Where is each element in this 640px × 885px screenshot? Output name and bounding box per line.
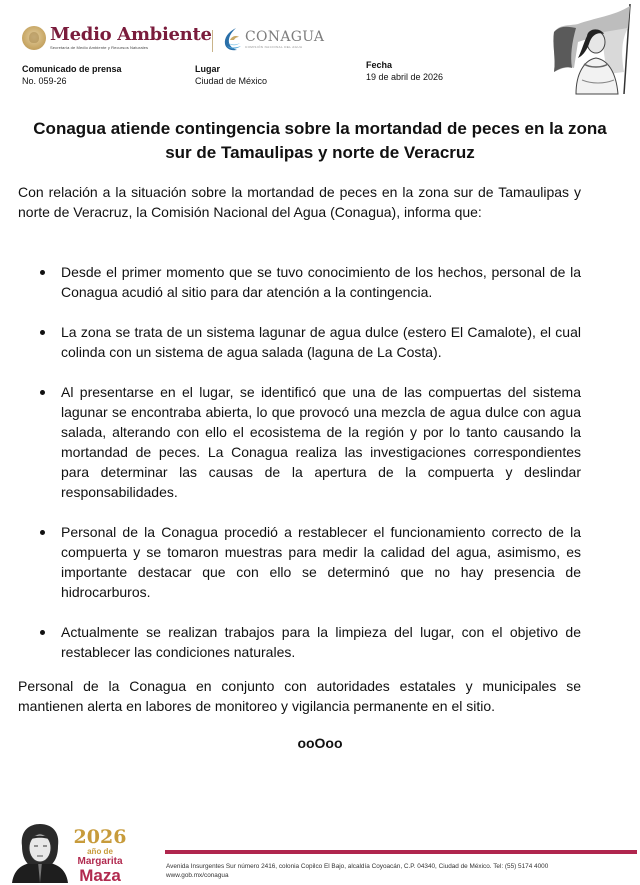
press-release-title: Conagua atiende contingencia sobre la mortandad de peces en la zona sur de Tamaulipas y norte de Veracruz <box>33 119 607 162</box>
bullet-item <box>18 622 581 662</box>
comunicado-number: No. 059-26 <box>22 76 67 86</box>
footer-divider <box>165 850 637 854</box>
footer-website-link[interactable]: www.gob.mx/conagua <box>166 872 229 879</box>
conagua-logo <box>222 26 324 52</box>
semarnat-logo-subtitle: Secretaría de Medio Ambiente y Recursos Naturales <box>50 45 149 50</box>
bullet-text: Al presentarse en el lugar, se identificó que una de las compuertas del sistema lagunar se encontraba abierta, lo que provocó una mezcla de agua dulce con agua salada, alterando con ello el ecosistema de la región y por lo tanto causando la mortandad de peces. La Conagua realiza las investigaciones correspondientes para determinar las causas de la apertura de la compuerta y deslindar responsabilidades. <box>61 384 581 500</box>
bullet-item <box>18 322 581 362</box>
conagua-mark-icon <box>222 26 242 52</box>
bullet-item <box>18 262 581 302</box>
bullet-text: Desde el primer momento que se tuvo conocimiento de los hechos, personal de la Conagua acudió al sitio para dar atención a la contingencia. <box>61 264 581 300</box>
margarita-maza-portrait <box>8 822 72 883</box>
fecha-label: Fecha <box>366 60 393 70</box>
bullet-item <box>18 522 581 602</box>
national-seal-icon <box>22 26 46 50</box>
bullet-icon <box>40 330 45 335</box>
comunicado-label: Comunicado de prensa <box>22 64 122 74</box>
woman-with-flag-illustration <box>548 2 636 96</box>
conagua-logo-title: CONAGUA <box>245 28 325 45</box>
semarnat-logo <box>22 26 212 50</box>
press-release-header <box>0 0 640 100</box>
bullet-text: La zona se trata de un sistema lagunar de agua dulce (estero El Camalote), el cual colinda con un sistema de agua salada (laguna de La Costa). <box>61 324 581 360</box>
year-badge-line2: Margarita <box>77 856 123 867</box>
meta-lugar <box>195 63 267 87</box>
year-badge-year: 2026 <box>73 826 127 848</box>
footer-address: Avenida Insurgentes Sur número 2416, colonia Copilco El Bajo, alcaldía Coyoacán, C.P. 04340, Ciudad de México. Tel: (55) 5174 4000 <box>166 863 549 870</box>
bullet-text: Actualmente se realizan trabajos para la limpieza del lugar, con el objetivo de restablecer las condiciones naturales. <box>61 624 581 660</box>
conagua-logo-subtitle: COMISIÓN NACIONAL DEL AGUA <box>245 44 303 49</box>
year-badge <box>72 828 128 884</box>
bullet-text: Personal de la Conagua procedió a restablecer el funcionamiento correcto de la compuerta y se tomaron muestras para medir la calidad del agua, asimismo, es importante destacar que con ello se determinó que no hay presencia de hidrocarburos. <box>61 524 581 600</box>
fecha-value: 19 de abril de 2026 <box>366 72 444 82</box>
bullet-icon <box>40 630 45 635</box>
year-badge-line1: año de <box>87 847 113 856</box>
bullet-list <box>18 262 581 682</box>
lugar-value: Ciudad de México <box>195 76 268 86</box>
lugar-label: Lugar <box>195 64 221 74</box>
bullet-icon <box>40 270 45 275</box>
intro-paragraph: Con relación a la situación sobre la mortandad de peces en la zona sur de Tamaulipas y norte de Veracruz, la Comisión Nacional del Agua (Conagua), informa que: <box>18 184 581 220</box>
closing-paragraph: Personal de la Conagua en conjunto con autoridades estatales y municipales se mantienen alerta en labores de monitoreo y vigilancia permanente en el sitio. <box>18 678 581 714</box>
bullet-icon <box>40 390 45 395</box>
logo-divider <box>212 30 213 52</box>
bullet-item <box>18 382 581 502</box>
meta-fecha <box>366 59 443 83</box>
bullet-icon <box>40 530 45 535</box>
meta-comunicado <box>22 63 122 87</box>
year-badge-line3: Maza <box>79 866 121 885</box>
footer-address-block <box>166 862 548 880</box>
end-mark: ooOoo <box>297 735 343 751</box>
semarnat-logo-title: Medio Ambiente <box>50 24 212 45</box>
